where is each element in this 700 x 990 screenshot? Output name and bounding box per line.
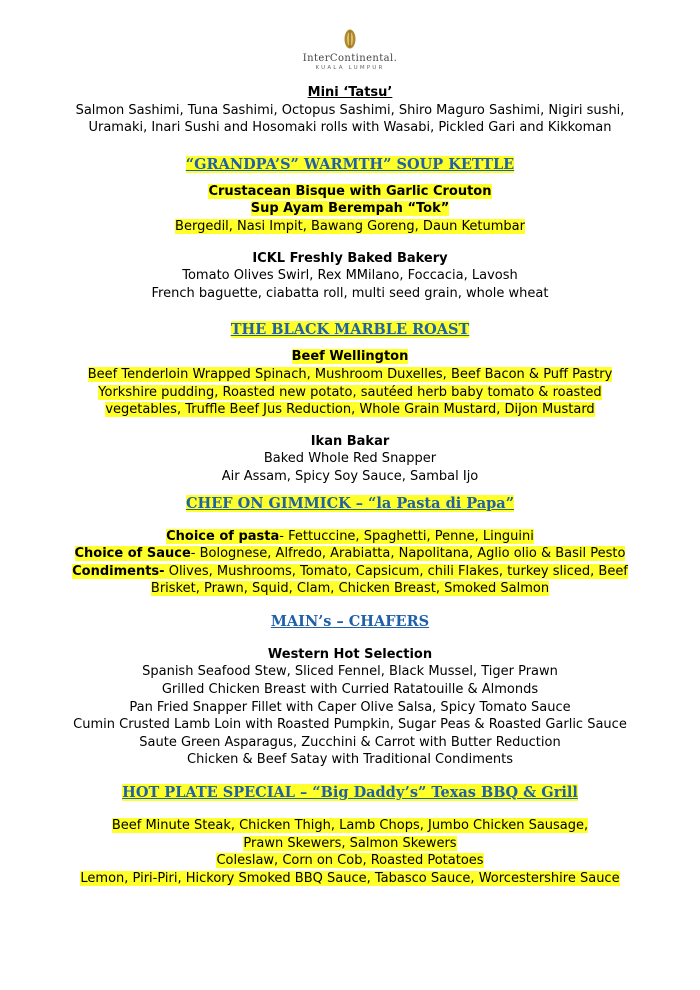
chafers-line: Grilled Chicken Breast with Curried Ratatouille & Almonds: [161, 682, 539, 698]
hotel-brand-name: InterContinental.: [302, 53, 398, 64]
soup-item-detail: Bergedil, Nasi Impit, Bawang Goreng, Daun Ketumbar: [175, 218, 525, 234]
condiments-options-line2: Brisket, Prawn, Squid, Clam, Chicken Breast, Smoked Salmon: [150, 581, 550, 597]
sauce-options: - Bolognese, Alfredo, Arabiatta, Napolitana, Aglio olio & Basil Pesto: [190, 546, 626, 562]
mini-tatsu-line: Salmon Sashimi, Tuna Sashimi, Octopus Sashimi, Shiro Maguro Sashimi, Nigiri sushi,: [75, 102, 625, 118]
beef-wellington-title: Beef Wellington: [291, 349, 409, 365]
sauce-label: Choice of Sauce: [74, 546, 191, 562]
beef-wellington-line: Beef Tenderloin Wrapped Spinach, Mushroom Duxelles, Beef Bacon & Puff Pastry: [87, 366, 613, 382]
section-title-hot-plate: HOT PLATE SPECIAL – “Big Daddy’s” Texas BBQ & Grill: [122, 784, 578, 802]
ikan-bakar-title: Ikan Bakar: [310, 433, 390, 449]
beef-wellington-line: vegetables, Truffle Beef Jus Reduction, Whole Grain Mustard, Dijon Mustard: [105, 402, 595, 418]
chafers-subtitle: Western Hot Selection: [267, 646, 433, 662]
hot-plate-line: Coleslaw, Corn on Cob, Roasted Potatoes: [216, 853, 484, 869]
condiments-label: Condiments-: [72, 563, 165, 579]
pasta-options: - Fettuccine, Spaghetti, Penne, Linguini: [279, 528, 534, 544]
pasta-label: Choice of pasta: [166, 528, 280, 544]
chafers-line: Chicken & Beef Satay with Traditional Condiments: [187, 752, 513, 768]
chafers-line: Pan Fried Snapper Fillet with Caper Olive Salsa, Spicy Tomato Sauce: [129, 699, 571, 715]
hot-plate-line: Beef Minute Steak, Chicken Thigh, Lamb Chops, Jumbo Chicken Sausage,: [111, 818, 589, 834]
section-title-chafers: MAIN’s – CHAFERS: [270, 612, 430, 630]
soup-item-sup-ayam: Sup Ayam Berempah “Tok”: [250, 201, 450, 217]
bakery-title: ICKL Freshly Baked Bakery: [252, 250, 448, 266]
section-title-marble-roast: THE BLACK MARBLE ROAST: [230, 321, 470, 339]
hot-plate-line: Prawn Skewers, Salmon Skewers: [243, 835, 457, 851]
condiments-options: Olives, Mushrooms, Tomato, Capsicum, chili Flakes, turkey sliced, Beef: [164, 563, 628, 579]
bakery-line: French baguette, ciabatta roll, multi seed grain, whole wheat: [151, 285, 549, 301]
section-title-chef-gimmick: CHEF ON GIMMICK – “la Pasta di Papa”: [185, 494, 515, 512]
mini-tatsu-line: Uramaki, Inari Sushi and Hosomaki rolls with Wasabi, Pickled Gari and Kikkoman: [88, 120, 612, 136]
chafers-line: Spanish Seafood Stew, Sliced Fennel, Black Mussel, Tiger Prawn: [142, 664, 558, 680]
hotel-location: KUALA LUMPUR: [315, 65, 385, 71]
ikan-bakar-line: Air Assam, Spicy Soy Sauce, Sambal Ijo: [221, 468, 479, 484]
section-title-soup-kettle: “GRANDPA’S” WARMTH” SOUP KETTLE: [185, 155, 515, 173]
chafers-line: Saute Green Asparagus, Zucchini & Carrot with Butter Reduction: [139, 734, 561, 750]
bakery-line: Tomato Olives Swirl, Rex MMilano, Foccacia, Lavosh: [182, 268, 518, 284]
menu-content: [0, 84, 700, 887]
beef-wellington-line: Yorkshire pudding, Roasted new potato, sautéed herb baby tomato & roasted: [98, 384, 602, 400]
soup-item-bisque: Crustacean Bisque with Garlic Crouton: [208, 183, 492, 199]
chafers-line: Cumin Crusted Lamb Loin with Roasted Pumpkin, Sugar Peas & Roasted Garlic Sauce: [73, 717, 627, 733]
mini-tatsu-title: Mini ‘Tatsu’: [307, 85, 393, 100]
hotel-crest-icon: [343, 28, 357, 50]
ikan-bakar-line: Baked Whole Red Snapper: [263, 451, 437, 467]
hotel-logo: [0, 28, 700, 71]
hot-plate-line: Lemon, Piri-Piri, Hickory Smoked BBQ Sauce, Tabasco Sauce, Worcestershire Sauce: [80, 870, 620, 886]
